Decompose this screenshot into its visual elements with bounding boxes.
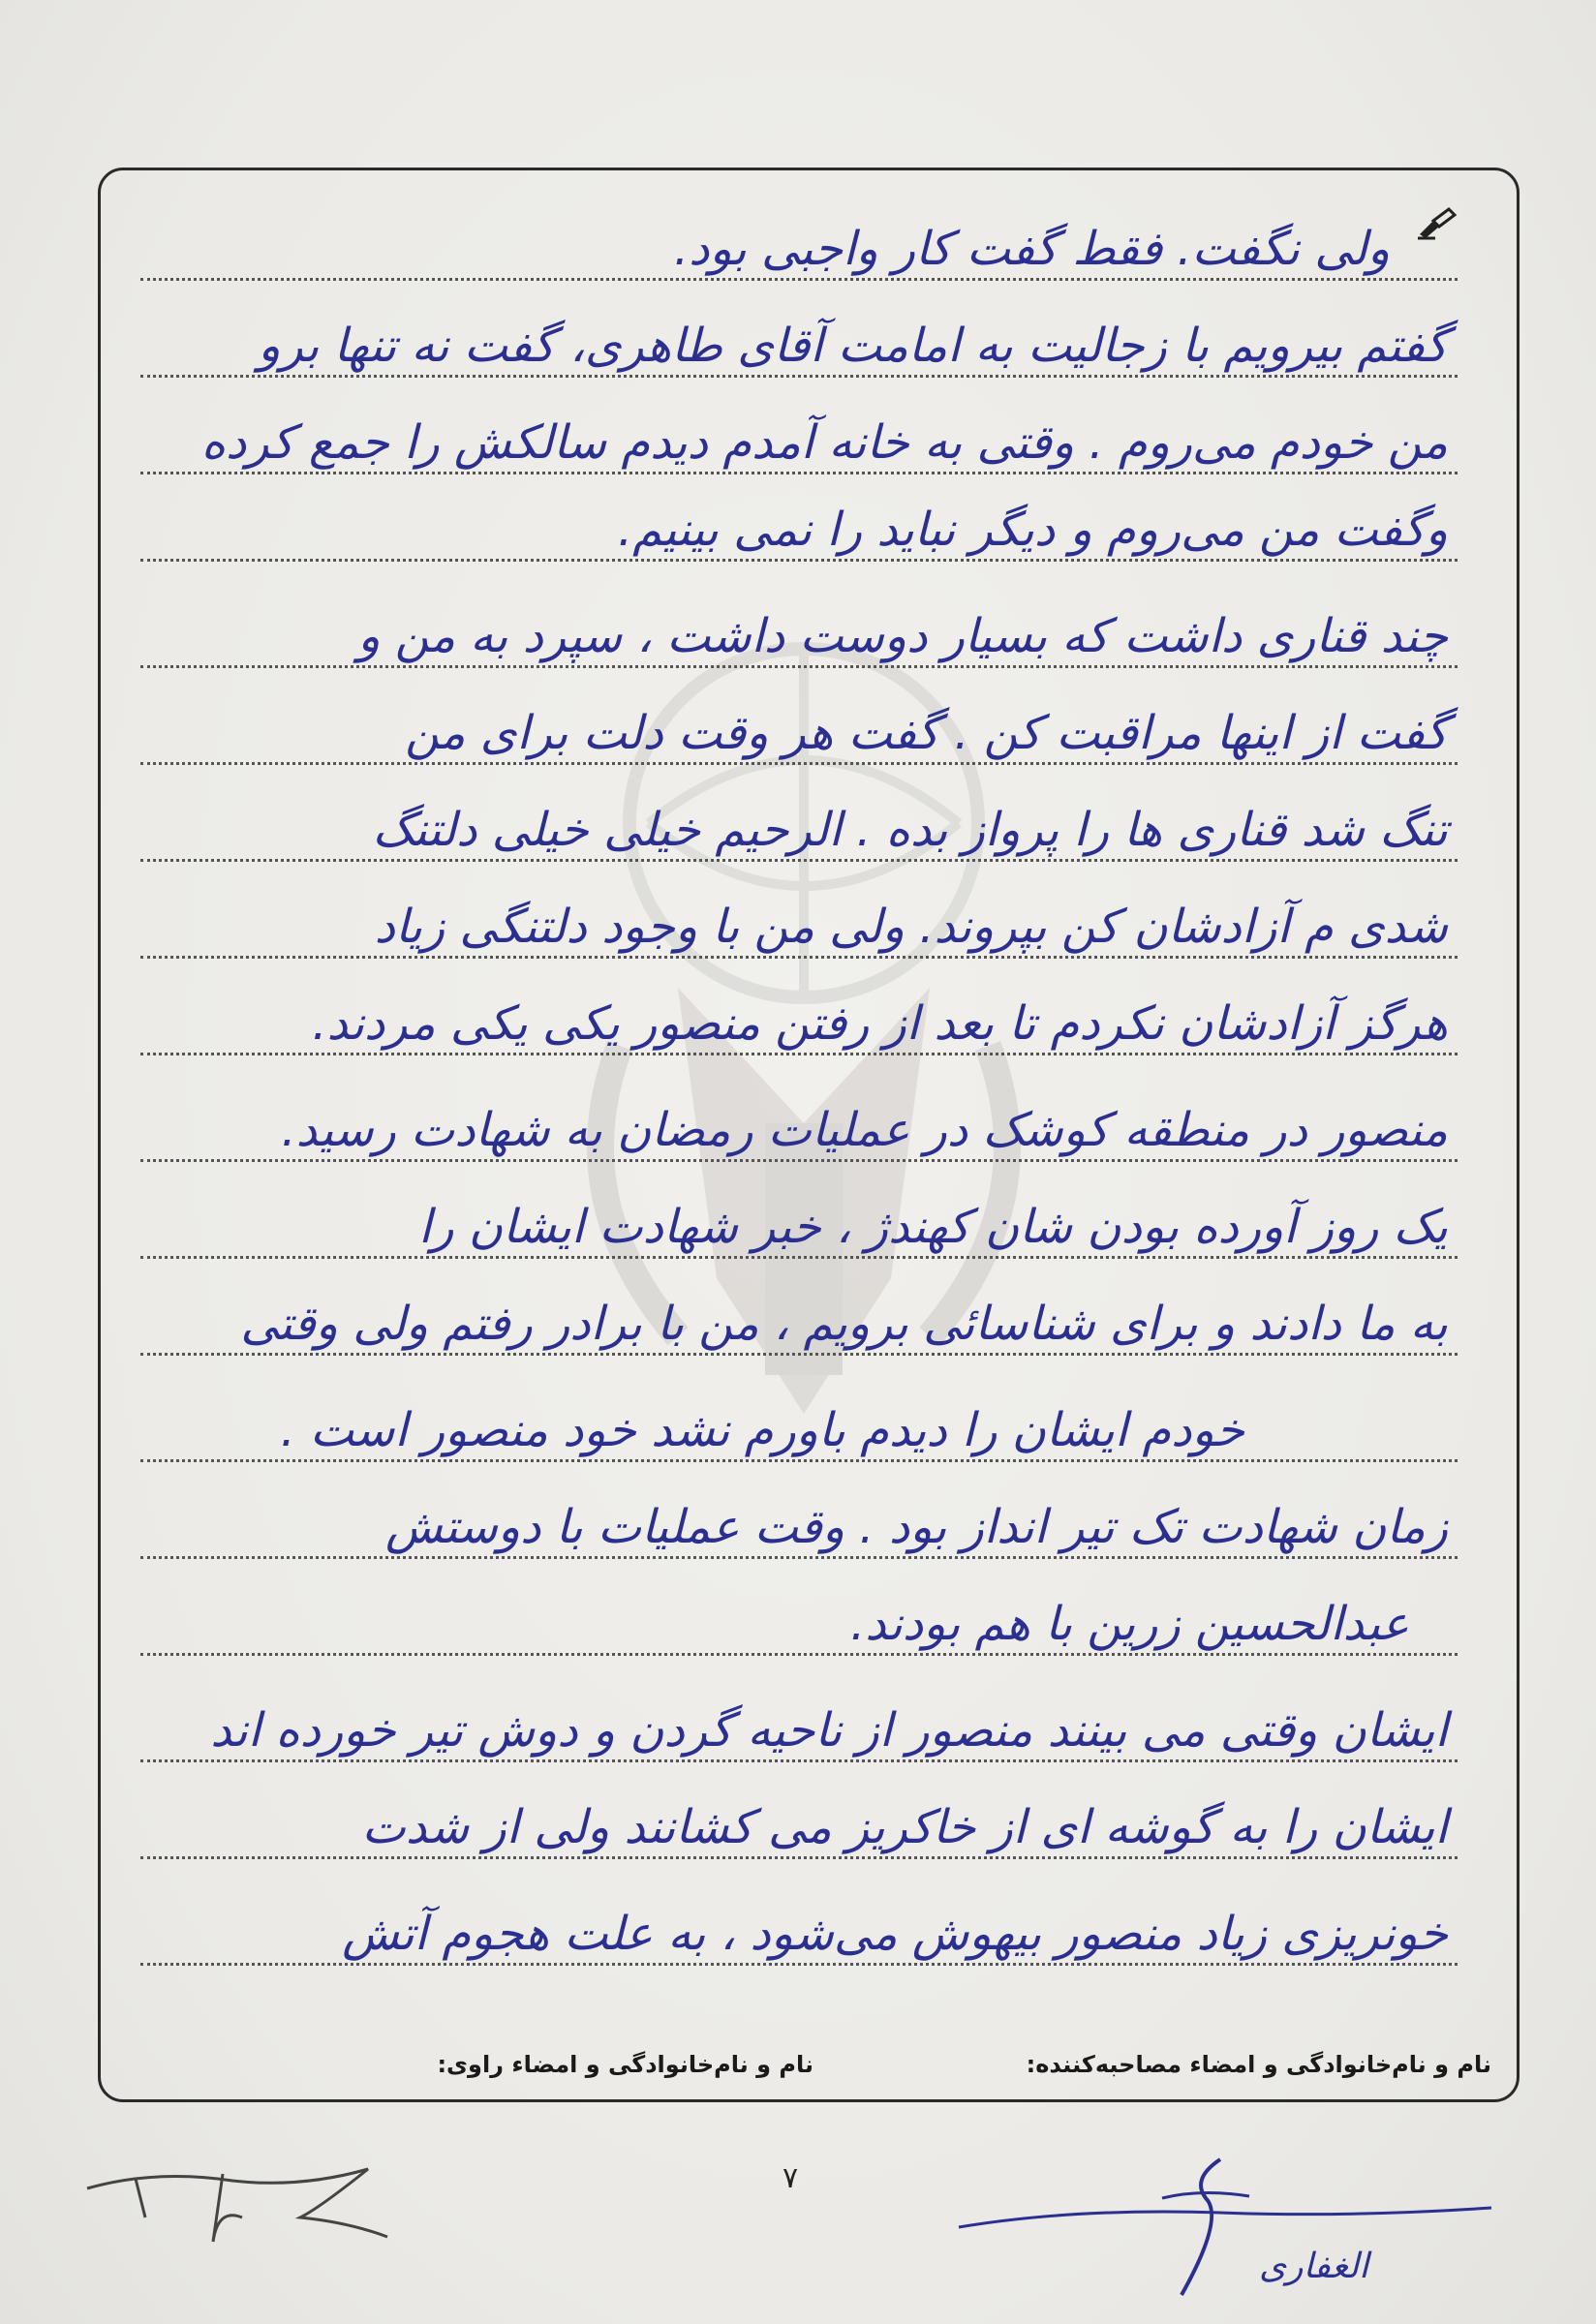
handwritten-transcript (140, 174, 1496, 1975)
transcript-line (140, 1656, 1458, 1762)
transcript-line (140, 1249, 1458, 1356)
transcript-line (140, 1452, 1458, 1559)
transcript-line (140, 271, 1458, 378)
transcript-line (140, 1152, 1458, 1259)
handwritten-text: ایشان وقتی می بینند منصور از ناحیه گردن و دوش تیر خورده اند (210, 1703, 1448, 1758)
handwritten-text: یک روز آورده بودن شان کهندژ ، خبر شهادت ایشان را (418, 1200, 1448, 1255)
narrator-signature (77, 2150, 407, 2247)
dotted-rule (140, 1963, 1458, 1966)
handwritten-text: شدی م آزادشان کن بپروند. ولی من با وجود دلتنگی زیاد (374, 900, 1448, 955)
handwritten-text: زمان شهادت تک تیر انداز بود . وقت عملیات با دوستش (385, 1500, 1448, 1555)
handwritten-text: ولی نگفت. فقط گفت کار واجبی بود. (673, 222, 1390, 277)
handwritten-text: ایشان را به گوشه ای از خاکریز می کشانند ولی از شدت (361, 1800, 1448, 1855)
transcript-line (140, 1549, 1458, 1656)
transcript-line (140, 1753, 1458, 1859)
transcript-line (140, 174, 1458, 281)
handwritten-text: هرگز آزادشان نکردم تا بعد از رفتن منصور یکی یکی مردند. (312, 996, 1448, 1052)
handwritten-text: گفت از اینها مراقبت کن . گفت هر وقت دلت برای من (405, 706, 1448, 761)
transcript-line (140, 852, 1458, 959)
narrator-signature-label: نام و نام‌خانوادگی و امضاء راوی: (437, 2051, 813, 2078)
handwritten-text: منصور در منطقه کوشک در عملیات رمضان به شهادت رسید. (281, 1103, 1448, 1158)
handwritten-text: به ما دادند و برای شناسائی برویم ، من با برادر رفتم ولی وقتی (240, 1297, 1448, 1352)
handwritten-text: گفتم بیرویم با زجالیت به امامت آقای طاهری، گفت نه تنها برو (258, 319, 1448, 374)
transcript-line (140, 455, 1458, 562)
transcript-line (140, 562, 1458, 668)
interviewer-signature (930, 2140, 1511, 2305)
signature-name: الغفاری (1259, 2247, 1369, 2286)
handwritten-text: من خودم می‌روم . وقتی به خانه آمدم دیدم سالکش را جمع کرده (200, 415, 1448, 471)
transcript-line (140, 755, 1458, 862)
transcript-line (140, 1859, 1458, 1966)
handwritten-text: تنگ شد قناری ها را پرواز بده . الرحیم خیلی خیلی دلتنگ (372, 803, 1448, 858)
transcript-line (140, 1356, 1458, 1462)
transcript-line (140, 949, 1458, 1055)
handwritten-text: وگفت من می‌روم و دیگر نباید را نمی بینیم. (617, 503, 1448, 558)
handwritten-text: خودم ایشان را دیدم باورم نشد خود منصور است . (280, 1403, 1244, 1458)
handwritten-text: خونریزی زیاد منصور بیهوش می‌شود ، به علت هجوم آتش (342, 1907, 1448, 1962)
interviewer-signature-label: نام و نام‌خانوادگی و امضاء مصاحبه‌کننده: (1026, 2051, 1491, 2078)
page-number: ۷ (783, 2161, 799, 2195)
transcript-line (140, 658, 1458, 765)
handwritten-text: عبدالحسین زرین با هم بودند. (850, 1597, 1409, 1652)
signature-labels (136, 2051, 1491, 2090)
handwritten-text: چند قناری داشت که بسیار دوست داشت ، سپرد به من و (357, 609, 1448, 664)
transcript-line (140, 1055, 1458, 1162)
